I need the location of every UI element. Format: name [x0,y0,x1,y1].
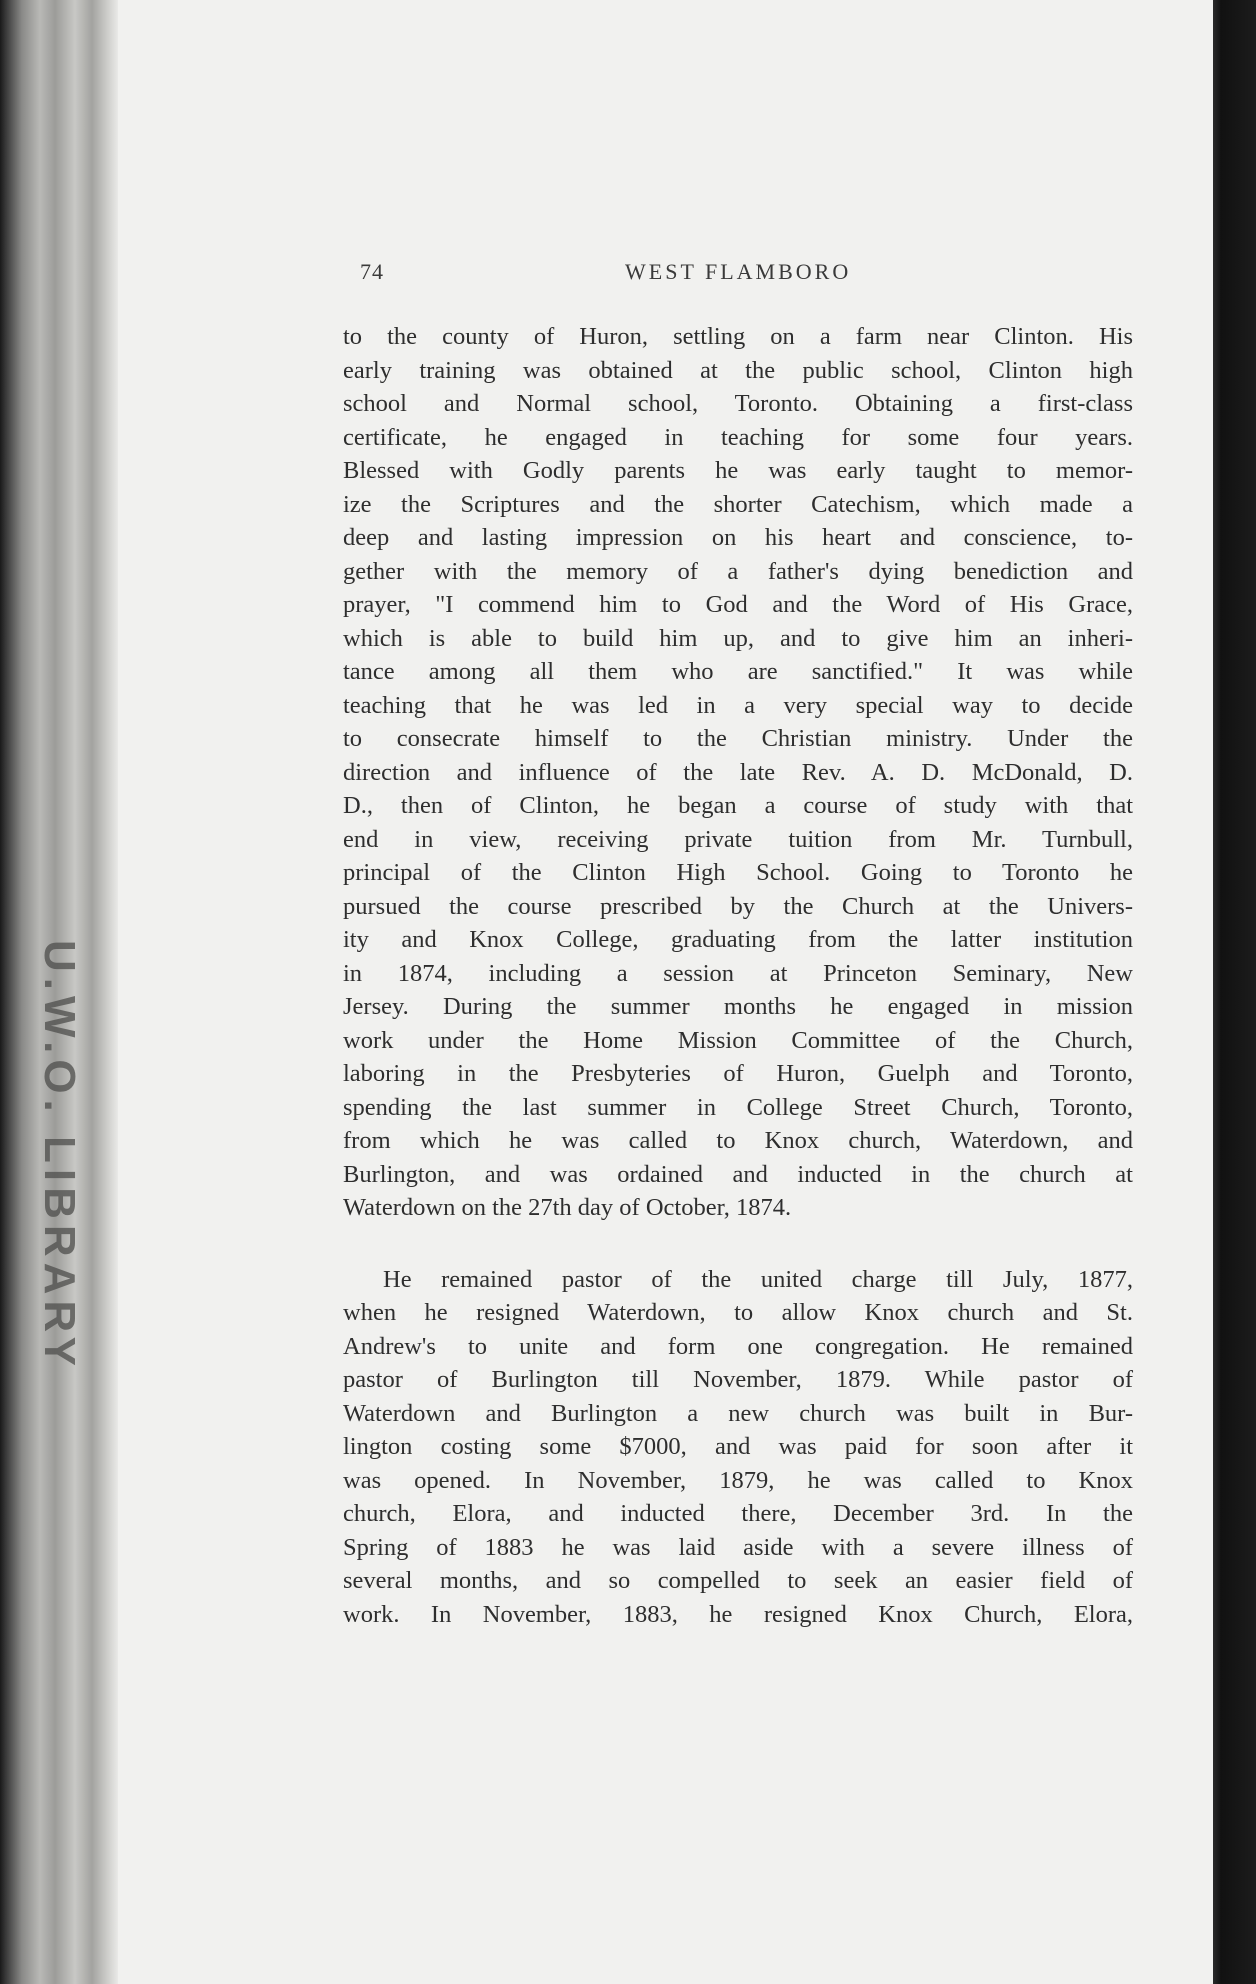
text-line: He remained pastor of the united charge till July, 1877, [383,1265,1133,1293]
body-text [343,320,1133,1631]
text-line: school and Normal school, Toronto. Obtaining a first-class [343,390,1133,417]
text-line: principal of the Clinton High School. Going to Toronto he [343,859,1133,886]
text-line: early training was obtained at the public school, Clinton high [343,356,1133,384]
page-number: 74 [360,259,384,284]
text-line: which is able to build him up, and to give him an inheri- [343,624,1133,652]
text-line: to the county of Huron, settling on a farm near Clinton. His [343,323,1133,350]
text-line: pastor of Burlington till November, 1879. While pastor of [343,1366,1133,1393]
text-line: Burlington, and was ordained and inducted in the church at [343,1160,1133,1188]
text-line: spending the last summer in College Street Church, Toronto, [343,1093,1133,1121]
book-binding-gutter [0,0,118,1984]
text-line: tance among all them who are sanctified." It was while [343,658,1133,685]
next-leaf-edge [1213,0,1256,1984]
text-line: certificate, he engaged in teaching for some four years. [343,423,1133,451]
running-head: WEST FLAMBORO [625,259,852,284]
text-line: Waterdown and Burlington a new church was built in Bur- [343,1399,1133,1427]
text-line: end in view, receiving private tuition from Mr. Turnbull, [343,825,1133,853]
text-line: in 1874, including a session at Princeton Seminary, New [343,959,1133,987]
text-line: prayer, "I commend him to God and the Word of His Grace, [343,591,1133,618]
text-line: church, Elora, and inducted there, December 3rd. In the [343,1500,1133,1527]
library-stamp: U.W.O. LIBRARY [35,940,84,1372]
text-line: teaching that he was led in a very special way to decide [343,691,1133,719]
text-line: pursued the course prescribed by the Church at the Univers- [343,892,1133,920]
paragraph-2 [343,1263,1133,1632]
text-line: deep and lasting impression on his heart and conscience, to- [343,524,1133,551]
text-line: work. In November, 1883, he resigned Knox Church, Elora, [343,1600,1133,1628]
text-line: laboring in the Presbyteries of Huron, Guelph and Toronto, [343,1060,1133,1087]
text-line: ize the Scriptures and the shorter Catechism, which made a [343,490,1133,518]
text-line: to consecrate himself to the Christian ministry. Under the [343,725,1133,752]
paragraph-1 [343,320,1133,1225]
text-line: Andrew's to unite and form one congregation. He remained [343,1332,1133,1360]
text-line: direction and influence of the late Rev. A. D. McDonald, D. [343,758,1133,786]
text-line: several months, and so compelled to seek an easier field of [343,1567,1133,1594]
text-line: from which he was called to Knox church, Waterdown, and [343,1127,1133,1154]
text-line: ity and Knox College, graduating from the latter institution [343,926,1133,953]
text-line: Waterdown on the 27th day of October, 1874. [343,1194,792,1221]
text-line: work under the Home Mission Committee of the Church, [343,1026,1133,1054]
page-header [360,259,880,291]
text-line: was opened. In November, 1879, he was called to Knox [343,1466,1133,1494]
text-line: D., then of Clinton, he began a course of study with that [343,792,1133,819]
text-line: gether with the memory of a father's dying benediction and [343,557,1133,585]
text-line: when he resigned Waterdown, to allow Knox church and St. [343,1299,1133,1326]
text-line: Spring of 1883 he was laid aside with a severe illness of [343,1533,1133,1561]
text-line: Blessed with Godly parents he was early taught to memor- [343,457,1133,484]
text-line: lington costing some $7000, and was paid for soon after it [343,1433,1133,1460]
text-line: Jersey. During the summer months he engaged in mission [343,993,1133,1020]
